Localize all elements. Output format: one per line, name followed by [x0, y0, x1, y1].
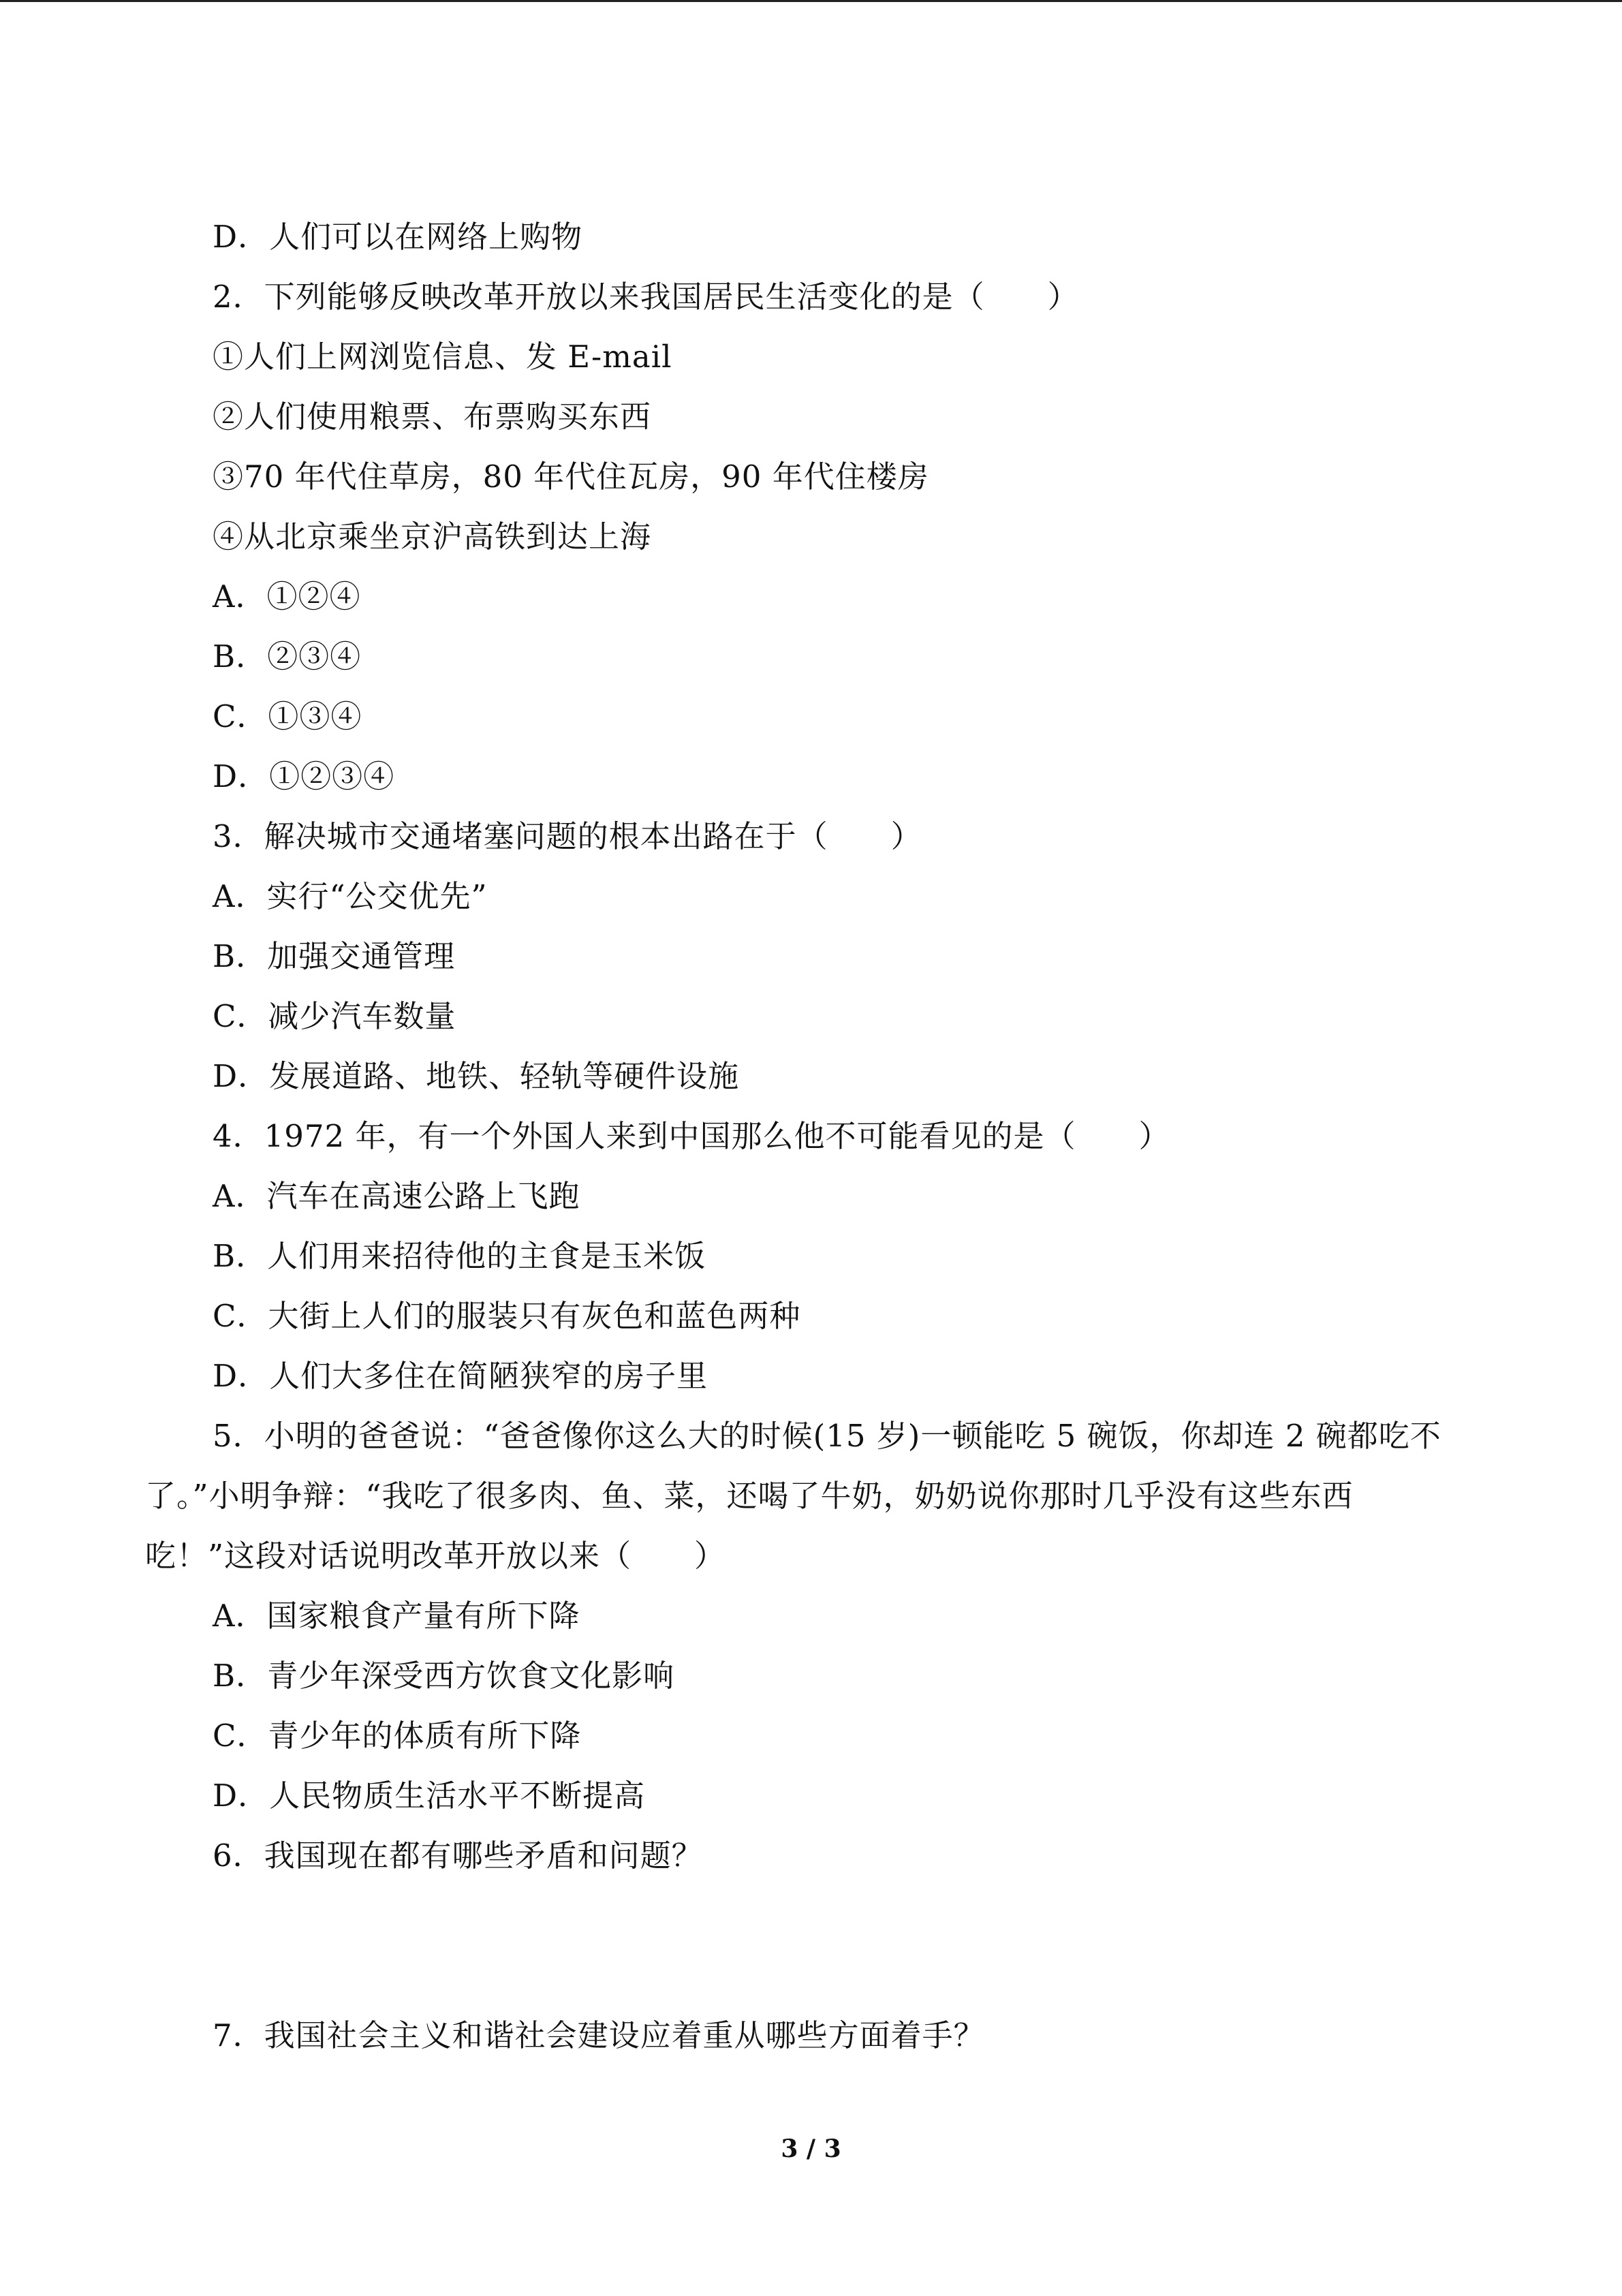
q3-option-d: D．发展道路、地铁、轻轨等硬件设施 [213, 1058, 740, 1094]
q2-item-2: ②人们使用粮票、布票购买东西 [213, 399, 652, 435]
q3-option-b: B．加强交通管理 [213, 938, 456, 974]
q2-item-1: ①人们上网浏览信息、发 E-mail [213, 339, 672, 375]
q5-stem-line-1: 5．小明的爸爸说：“爸爸像你这么大的时候(15 岁)一顿能吃 5 碗饭，你却连 2 碗都吃不 [213, 1418, 1441, 1454]
q5-stem-line-2: 了。”小明争辩：“我吃了很多肉、鱼、菜，还喝了牛奶，奶奶说你那时几乎没有这些东西 [145, 1478, 1354, 1514]
q5-option-a: A．国家粮食产量有所下降 [213, 1598, 580, 1634]
q3-option-c: C．减少汽车数量 [213, 998, 456, 1034]
q7-stem: 7．我国社会主义和谐社会建设应着重从哪些方面着手？ [213, 2017, 985, 2053]
page-number: 3 / 3 [781, 2135, 841, 2163]
q4-option-d: D．人们大多住在简陋狭窄的房子里 [213, 1358, 708, 1394]
q3-stem: 3．解决城市交通堵塞问题的根本出路在于（ ） [213, 818, 922, 854]
q2-stem: 2．下列能够反映改革开放以来我国居民生活变化的是（ ） [213, 279, 1079, 315]
q5-option-c: C．青少年的体质有所下降 [213, 1718, 582, 1754]
q4-stem: 4．1972 年，有一个外国人来到中国那么他不可能看见的是（ ） [213, 1118, 1170, 1154]
q1-option-d: D．人们可以在网络上购物 [213, 219, 583, 255]
q2-option-a: A．①②④ [213, 578, 361, 615]
q4-option-c: C．大街上人们的服装只有灰色和蓝色两种 [213, 1298, 801, 1334]
q2-option-c: C．①③④ [213, 698, 362, 734]
q2-item-4: ④从北京乘坐京沪高铁到达上海 [213, 518, 652, 555]
q2-item-3: ③70 年代住草房，80 年代住瓦房，90 年代住楼房 [213, 459, 929, 495]
q6-stem: 6．我国现在都有哪些矛盾和问题？ [213, 1837, 703, 1874]
q2-option-b: B．②③④ [213, 638, 362, 674]
q4-option-a: A．汽车在高速公路上飞跑 [213, 1178, 580, 1214]
q2-option-d: D．①②③④ [213, 758, 395, 794]
q3-option-a: A．实行“公交优先” [213, 878, 488, 914]
q5-stem-line-3: 吃！”这段对话说明改革开放以来（ ） [145, 1538, 726, 1574]
page-content [0, 2, 1622, 2296]
q5-option-b: B．青少年深受西方饮食文化影响 [213, 1658, 675, 1694]
q4-option-b: B．人们用来招待他的主食是玉米饭 [213, 1238, 706, 1274]
q5-option-d: D．人民物质生活水平不断提高 [213, 1778, 646, 1814]
